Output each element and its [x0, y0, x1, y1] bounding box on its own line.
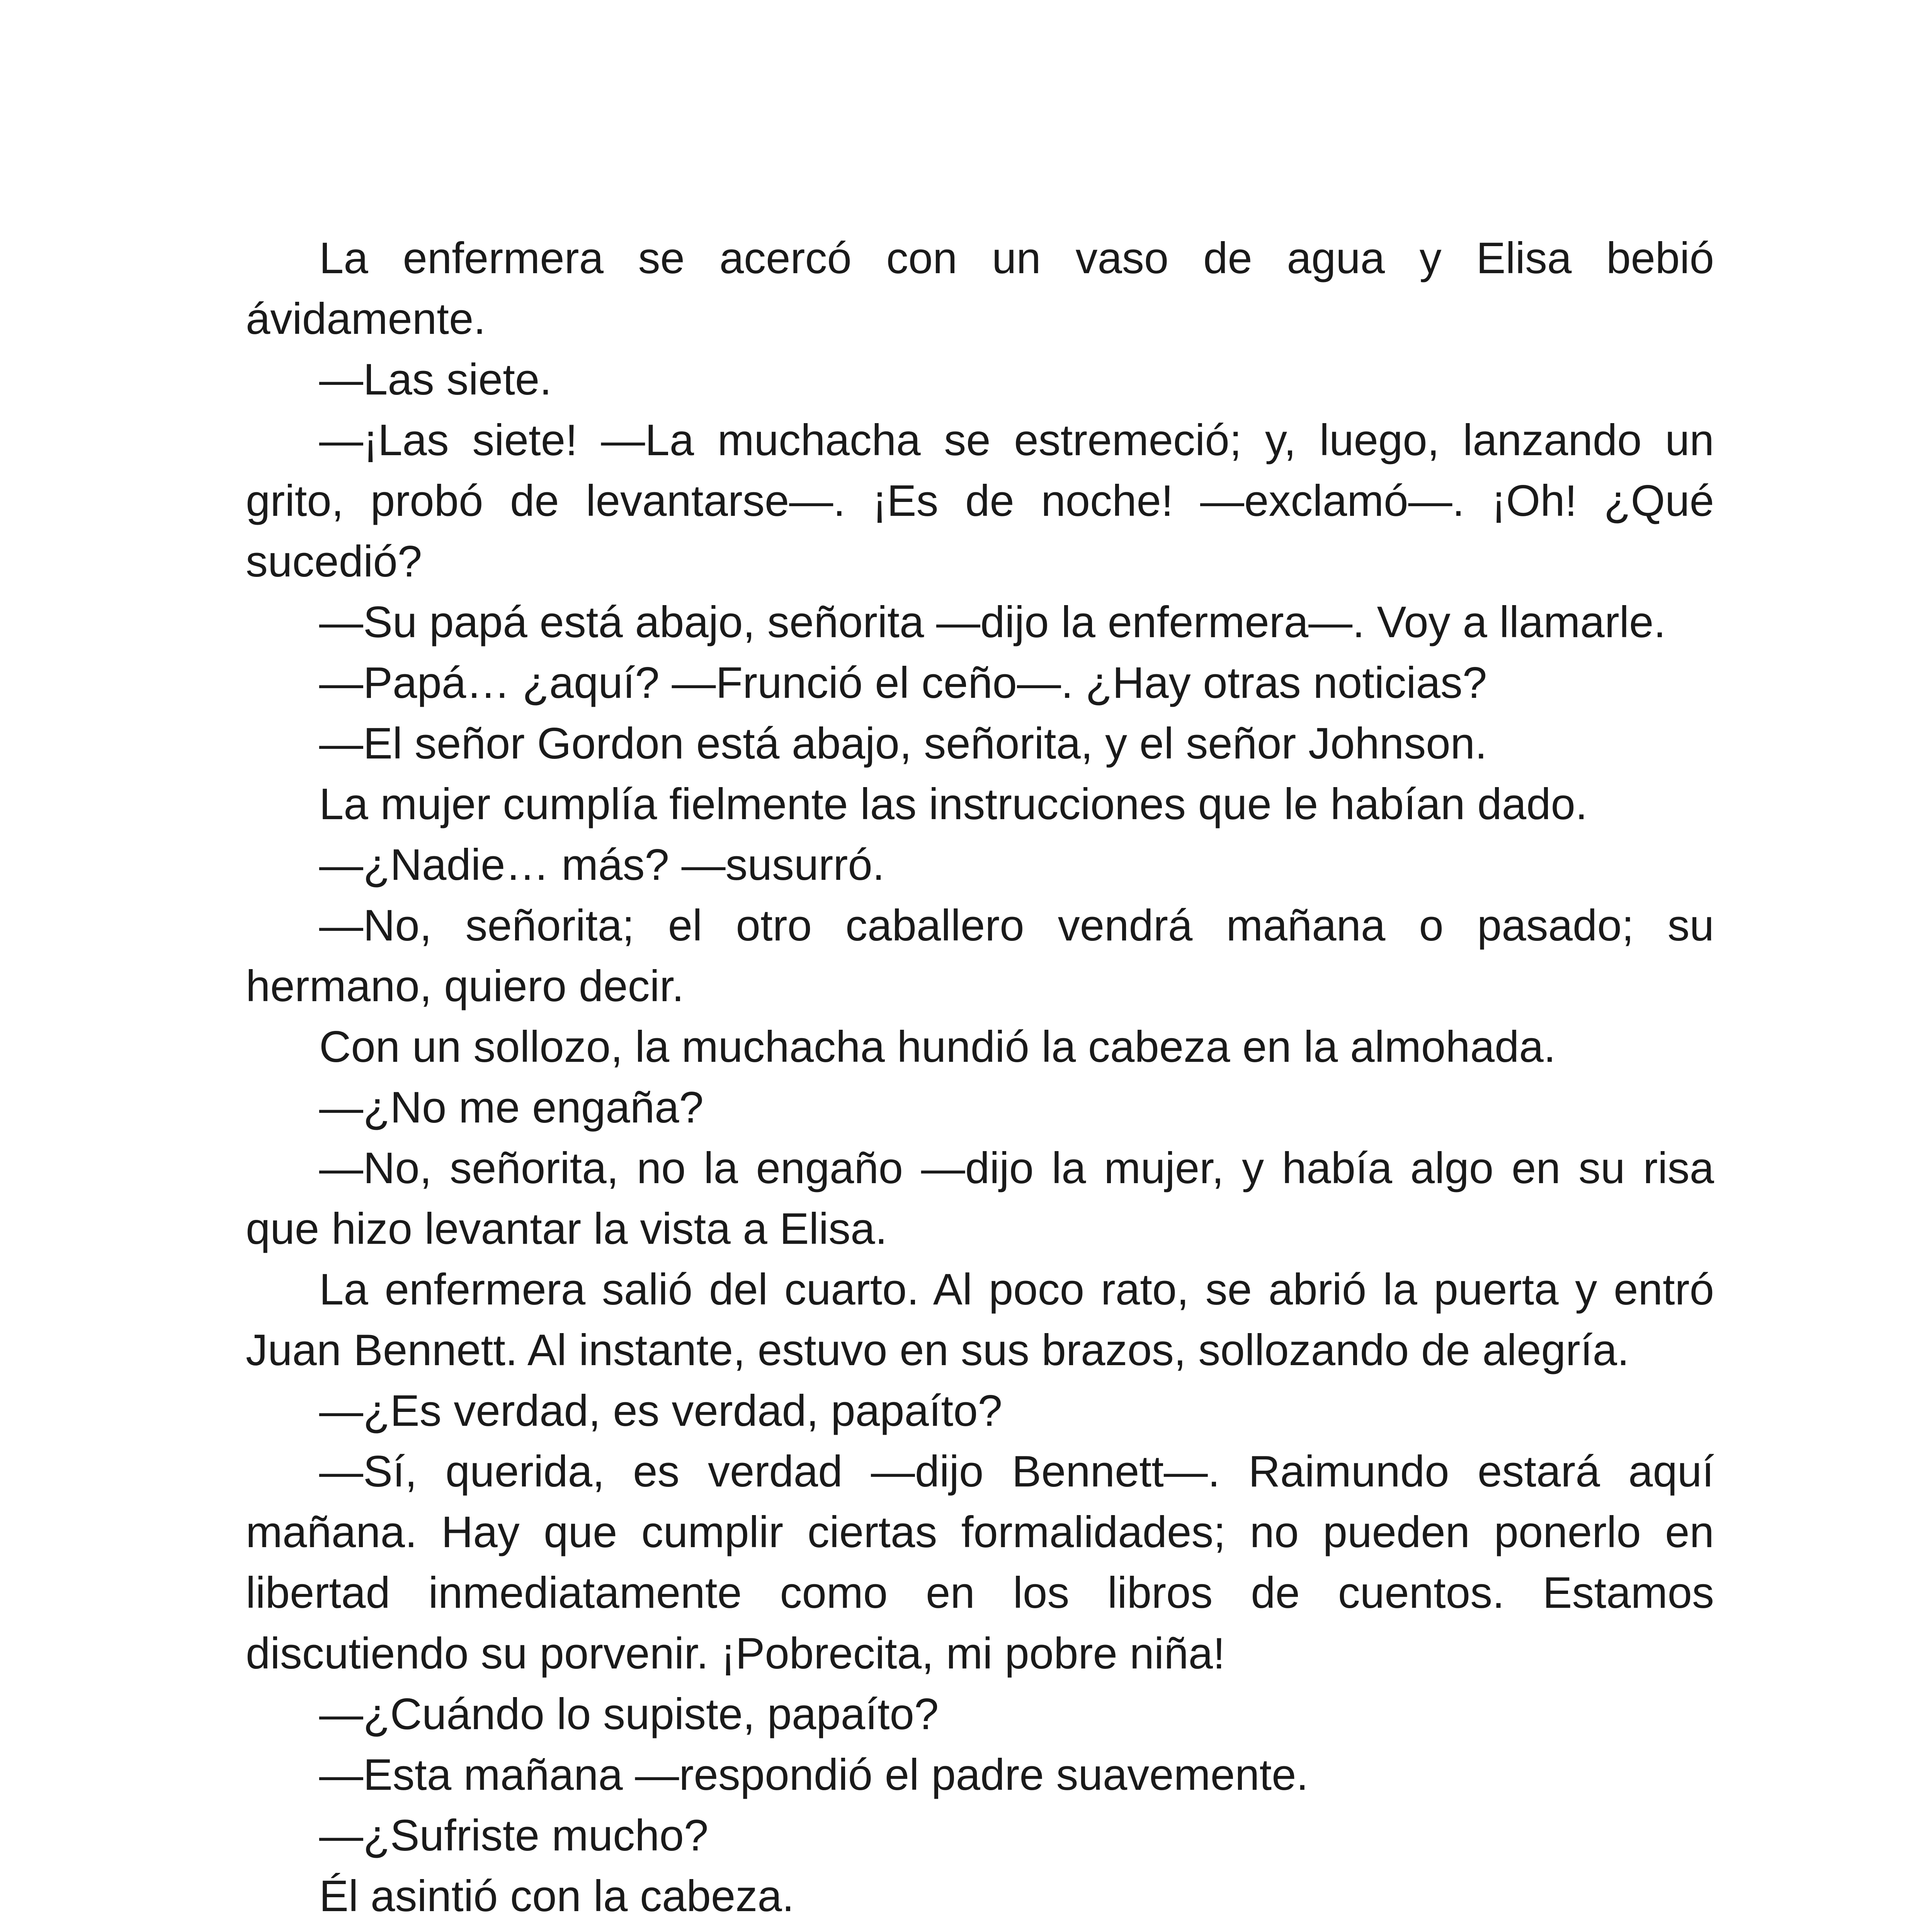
paragraph: La enfermera salió del cuarto. Al poco rato, se abrió la puerta y entró Juan Bennett. Al instante, estuvo en sus brazos, sollozando de alegría.: [246, 1265, 1714, 1375]
paragraph: —¿No me engaña?: [319, 1083, 704, 1132]
paragraph: —¿Cuándo lo supiste, papaíto?: [319, 1690, 939, 1739]
paragraph: —¡Las siete! —La muchacha se estremeció; y, luego, lanzando un grito, probó de levantarse—. ¡Es de noche! —exclamó—. ¡Oh! ¿Qué sucedió?: [246, 416, 1714, 586]
paragraph: —Papá… ¿aquí? —Frunció el ceño—. ¿Hay otras noticias?: [319, 658, 1487, 707]
paragraph: La mujer cumplía fielmente las instrucciones que le habían dado.: [319, 780, 1588, 829]
paragraph: Él asintió con la cabeza.: [319, 1872, 794, 1921]
paragraph: —El señor Gordon está abajo, señorita, y el señor Johnson.: [319, 719, 1487, 768]
paragraph: —No, señorita; el otro caballero vendrá mañana o pasado; su hermano, quiero decir.: [246, 901, 1714, 1011]
paragraph: —Sí, querida, es verdad —dijo Bennett—. Raimundo estará aquí mañana. Hay que cumplir ciertas formalidades; no pueden ponerlo en libertad inmediatamente como en los libros de cuentos. Estamos discutiendo su porvenir. ¡Pobrecita, mi pobre niña!: [246, 1447, 1714, 1678]
paragraph: —No, señorita, no la engaño —dijo la mujer, y había algo en su risa que hizo levantar la vista a Elisa.: [246, 1144, 1714, 1253]
paragraph: —Las siete.: [319, 355, 552, 404]
paragraph: —¿Sufriste mucho?: [319, 1811, 709, 1860]
paragraph: —Esta mañana —respondió el padre suavemente.: [319, 1750, 1309, 1799]
paragraph: Con un sollozo, la muchacha hundió la cabeza en la almohada.: [319, 1022, 1556, 1071]
paragraph: La enfermera se acercó con un vaso de agua y Elisa bebió ávidamente.: [246, 234, 1714, 344]
paragraph: —¿Nadie… más? —susurró.: [319, 840, 885, 889]
body-text: [246, 228, 1714, 1932]
paragraph: [246, 1927, 1714, 1932]
paragraph: —¿Es verdad, es verdad, papaíto?: [319, 1386, 1003, 1435]
paragraph: —Su papá está abajo, señorita —dijo la enfermera—. Voy a llamarle.: [319, 598, 1666, 647]
